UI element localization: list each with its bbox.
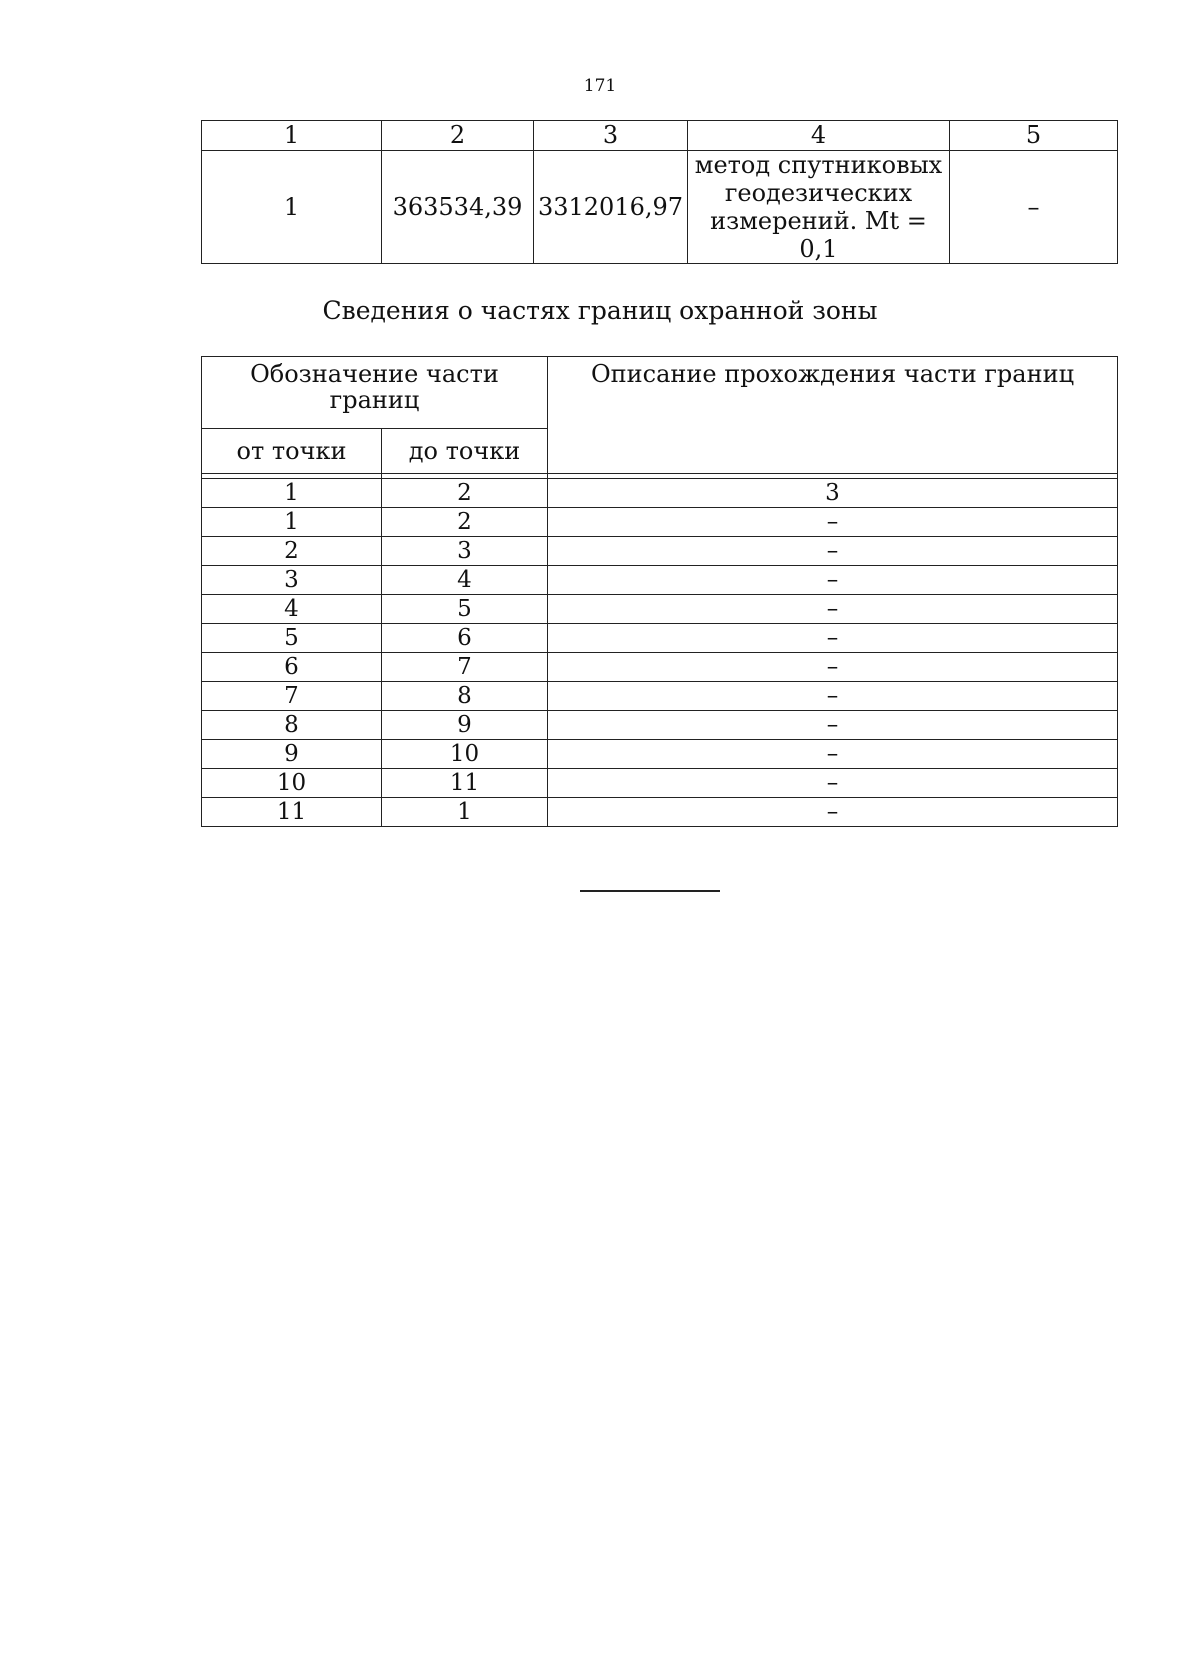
note-cell: – [950, 151, 1118, 264]
description-cell: – [548, 624, 1118, 653]
coordinates-header-cell: 4 [688, 121, 950, 151]
y-coordinate-cell: 3312016,97 [534, 151, 688, 264]
coordinates-data-row [202, 151, 1118, 264]
column-number-cell: 2 [382, 479, 548, 508]
table-row [202, 653, 1118, 682]
to-point-cell: 4 [382, 566, 548, 595]
table-row [202, 682, 1118, 711]
table-row [202, 595, 1118, 624]
coordinates-header-cell: 5 [950, 121, 1118, 151]
table-row [202, 769, 1118, 798]
to-point-cell: 1 [382, 798, 548, 827]
from-point-cell: 6 [202, 653, 382, 682]
method-cell [688, 151, 950, 264]
boundary-rows [202, 508, 1118, 827]
to-point-cell: 5 [382, 595, 548, 624]
end-rule [580, 890, 720, 892]
method-line: геодезических [724, 179, 913, 207]
coordinates-header-cell: 1 [202, 121, 382, 151]
table-row [202, 740, 1118, 769]
table-row [202, 508, 1118, 537]
to-point-cell: 2 [382, 508, 548, 537]
column-number-cell: 1 [202, 479, 382, 508]
description-cell: – [548, 740, 1118, 769]
from-point-cell: 4 [202, 595, 382, 624]
x-coordinate-cell: 363534,39 [382, 151, 534, 264]
to-point-cell: 9 [382, 711, 548, 740]
table-row [202, 566, 1118, 595]
coordinates-table [201, 120, 1118, 264]
description-cell: – [548, 653, 1118, 682]
to-point-cell: 8 [382, 682, 548, 711]
description-cell: – [548, 566, 1118, 595]
method-line: метод спутниковых [694, 151, 943, 179]
to-point-cell: 11 [382, 769, 548, 798]
designation-header: Обозначение части границ [202, 357, 548, 429]
boundary-header-row [202, 357, 1118, 429]
from-point-cell: 7 [202, 682, 382, 711]
coordinates-header-cell: 2 [382, 121, 534, 151]
to-point-header: до точки [382, 429, 548, 474]
from-point-header: от точки [202, 429, 382, 474]
from-point-cell: 2 [202, 537, 382, 566]
column-number-cell: 3 [548, 479, 1118, 508]
description-cell: – [548, 711, 1118, 740]
from-point-cell: 9 [202, 740, 382, 769]
to-point-cell: 10 [382, 740, 548, 769]
description-cell: – [548, 798, 1118, 827]
from-point-cell: 5 [202, 624, 382, 653]
coordinates-header-row [202, 121, 1118, 151]
description-cell: – [548, 508, 1118, 537]
table-row [202, 798, 1118, 827]
to-point-cell: 7 [382, 653, 548, 682]
description-cell: – [548, 537, 1118, 566]
page-number: 171 [583, 76, 617, 96]
description-cell: – [548, 595, 1118, 624]
table-row [202, 537, 1118, 566]
to-point-cell: 3 [382, 537, 548, 566]
coordinates-header-cell: 3 [534, 121, 688, 151]
from-point-cell: 10 [202, 769, 382, 798]
table-row [202, 711, 1118, 740]
description-cell: – [548, 682, 1118, 711]
from-point-cell: 8 [202, 711, 382, 740]
section-title: Сведения о частях границ охранной зоны [322, 296, 878, 325]
to-point-cell: 6 [382, 624, 548, 653]
column-number-row [202, 479, 1118, 508]
from-point-cell: 3 [202, 566, 382, 595]
point-number-cell: 1 [202, 151, 382, 264]
method-line: измерений. Mt = 0,1 [710, 207, 927, 263]
from-point-cell: 11 [202, 798, 382, 827]
from-point-cell: 1 [202, 508, 382, 537]
description-cell: – [548, 769, 1118, 798]
boundary-parts-table [201, 356, 1118, 827]
description-header: Описание прохождения части границ [548, 357, 1118, 474]
table-row [202, 624, 1118, 653]
